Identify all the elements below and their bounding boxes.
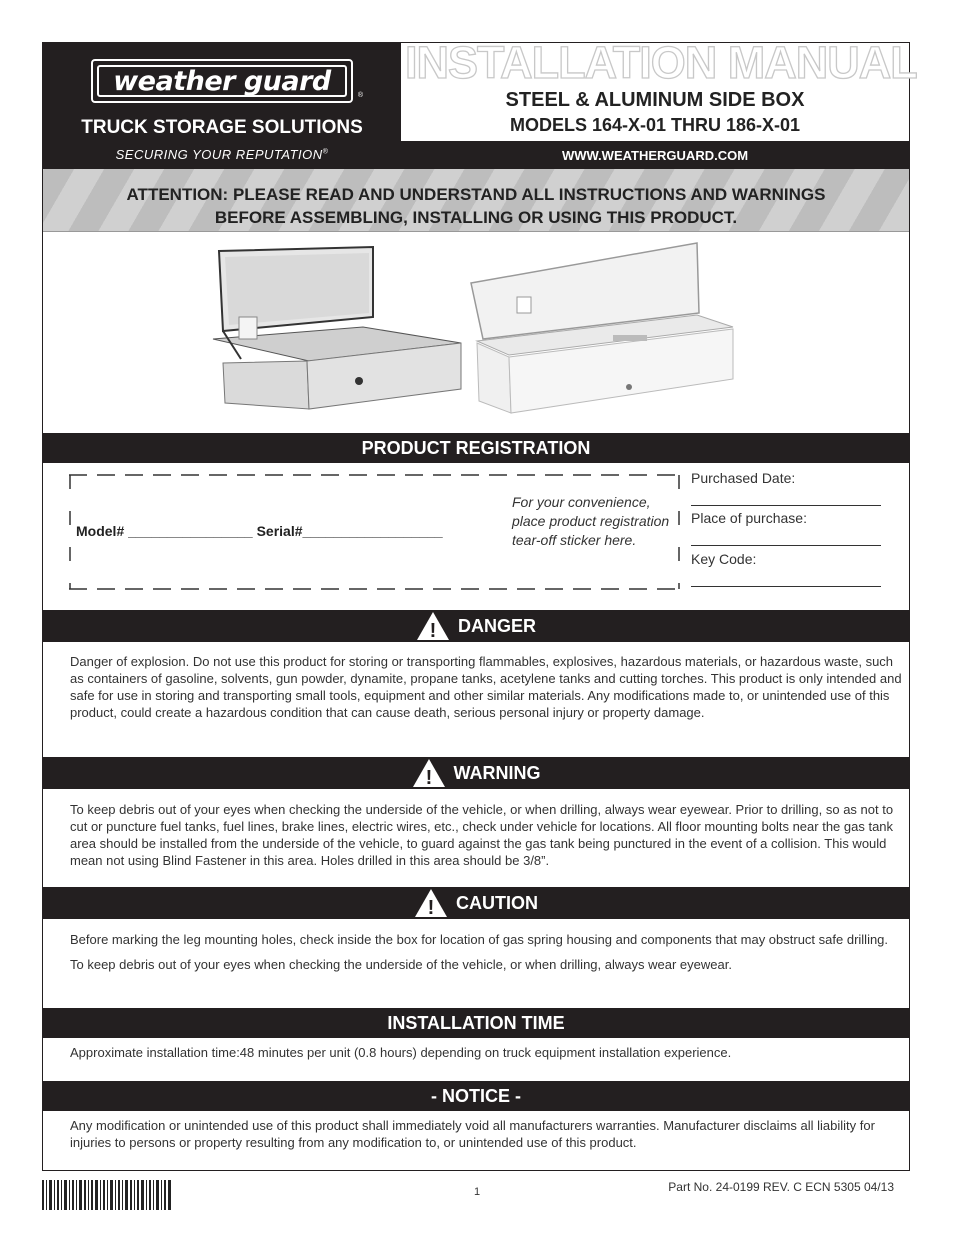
tagline: TRUCK STORAGE SOLUTIONS	[81, 117, 363, 138]
notice-text: Any modification or unintended use of this product shall immediately void all manufacturers warranties. Manufacturer disclaims all liability for injuries to persons or property resulting from any modification to, or unintended use of this product.	[70, 1118, 875, 1150]
part-number: Part No. 24-0199 REV. C ECN 5305 04/13	[668, 1180, 894, 1194]
warning-text: To keep debris out of your eyes when checking the underside of the vehicle, or when drilling, always wear eyewear. Prior to drilling, so as not to cut or puncture fuel tanks, fuel lines, brake lines, electric wires, etc., check under vehicle for locations. All floor mounting bolts near the gas tank area should be installed from the underside of the vehicle, to guard against the gas tank being punctured in the event of a collision. This would mean not using Blind Fastener in this area. Holes drilled in this area should be 3/8”.	[70, 802, 894, 868]
attention-line-2: BEFORE ASSEMBLING, INSTALLING OR USING THIS PRODUCT.	[214, 208, 738, 227]
caution-title: CAUTION	[456, 892, 538, 913]
key-code-label: Key Code:	[691, 551, 757, 567]
attention-line-1: ATTENTION: PLEASE READ AND UNDERSTAND ALL INSTRUCTIONS AND WARNINGS	[126, 185, 826, 204]
warning-triangle-icon	[412, 758, 446, 788]
brand-logo	[91, 59, 363, 103]
place-of-purchase-label: Place of purchase:	[691, 510, 807, 526]
danger-title: DANGER	[457, 615, 536, 636]
steel-box-image	[471, 243, 733, 413]
warning-triangle-icon	[414, 888, 448, 918]
notice-header: - NOTICE -	[43, 1081, 909, 1111]
installation-time-header: INSTALLATION TIME	[43, 1008, 909, 1038]
barcode-image	[42, 1180, 172, 1210]
website-url[interactable]: WWW.WEATHERGUARD.COM	[401, 141, 909, 169]
product-image-area	[43, 231, 909, 433]
attention-banner	[43, 169, 909, 232]
title-panel	[401, 37, 917, 141]
purchased-date-field[interactable]	[691, 505, 881, 506]
svg-text:!: !	[427, 897, 435, 918]
warning-header	[43, 757, 909, 789]
registration-header: PRODUCT REGISTRATION	[43, 433, 909, 463]
aluminum-box-image	[213, 247, 461, 409]
registered-mark: ®	[357, 92, 363, 99]
svg-text:!: !	[429, 620, 437, 641]
danger-text: Danger of explosion. Do not use this product for storing or transporting flammables, explosives, hazardous materials, or hazardous waste, such as containers of gasoline, solvents, gun powder, dynamite, propane tanks, acetylene tanks and cutting torches. This product is only intended and safe for use in storing and transporting small tools, equipment and other similar materials. Any modifications made to, or unintended use of this product, could create a hazardous condition that can cause death, serious personal injury or property damage.	[70, 654, 902, 720]
model-serial-field[interactable]: Model# ________________ Serial#__________________	[76, 523, 443, 539]
product-illustration	[43, 231, 909, 433]
caution-text: Before marking the leg mounting holes, check inside the box for location of gas spring housing and components that may obstruct safe drilling. To keep debris out of your eyes when checking the underside of the vehicle, or when drilling, always wear eyewear.	[70, 932, 889, 972]
sticker-note: For your convenience, place product registration tear-off sticker here.	[512, 494, 670, 548]
product-title: STEEL & ALUMINUM SIDE BOX	[505, 89, 805, 111]
manual-title: INSTALLATION MANUAL	[405, 37, 917, 88]
installation-time-text: Approximate installation time:48 minutes per unit (0.8 hours) depending on truck equipment installation experience.	[70, 1045, 732, 1060]
brand-name: weather guard	[113, 65, 331, 97]
models-line: MODELS 164-X-01 THRU 186-X-01	[509, 115, 801, 135]
place-of-purchase-field[interactable]	[691, 545, 881, 546]
warning-title: WARNING	[453, 762, 541, 783]
purchased-date-label: Purchased Date:	[691, 470, 796, 486]
warning-triangle-icon	[416, 611, 450, 641]
subtagline: SECURING YOUR REPUTATION®	[115, 147, 329, 162]
logo-panel	[43, 43, 401, 169]
danger-header	[43, 610, 909, 642]
page-number: 1	[474, 1186, 481, 1198]
svg-text:!: !	[425, 767, 432, 788]
document-frame	[42, 37, 917, 1171]
key-code-field[interactable]	[691, 586, 881, 587]
caution-header	[43, 887, 909, 919]
